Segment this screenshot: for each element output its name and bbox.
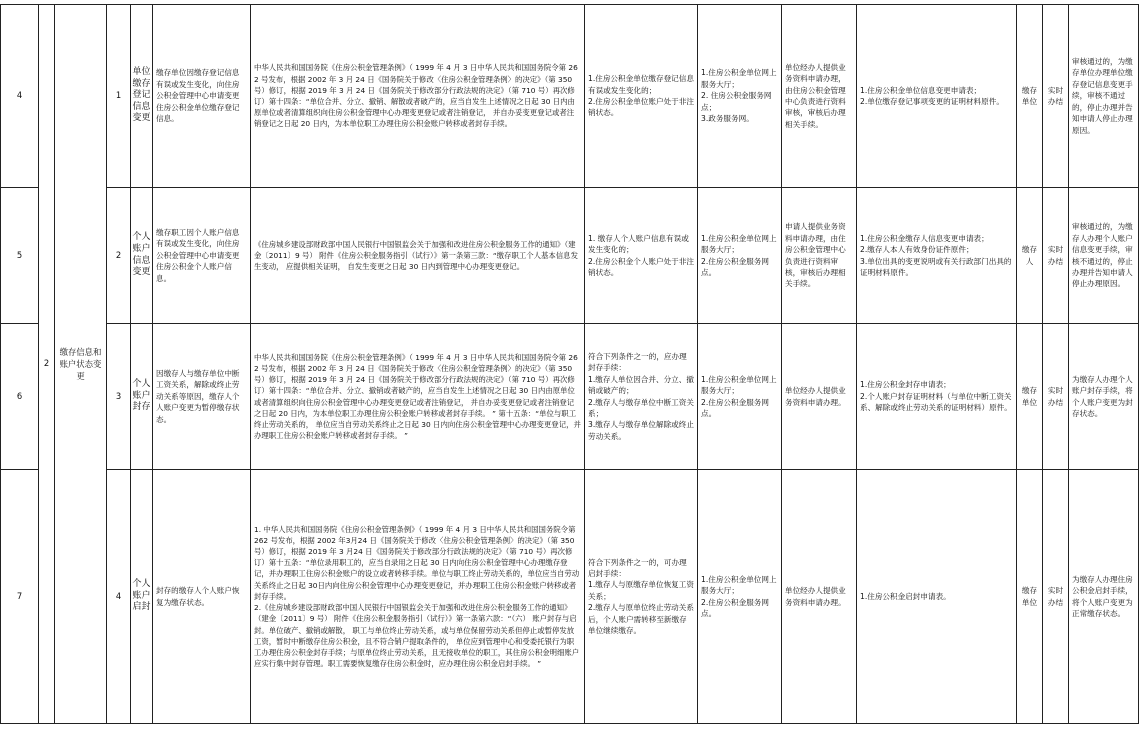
materials-cell [857, 188, 1017, 324]
channels-text: 1.住房公积金单位网上服务大厅； 2.住房公积金服务网点。 [701, 233, 777, 277]
time-limit-cell: 实时办结 [1043, 324, 1069, 470]
item-name: 个人账户启封 [131, 470, 153, 724]
materials-cell [857, 5, 1017, 188]
time-limit-cell: 实时办结 [1043, 470, 1069, 724]
result-cell: 审核通过的，为缴存单位办理单位缴存登记信息变更手续，审核不通过的，停止办理并告知申请人停止办理原因。 [1069, 5, 1139, 188]
applicant-cell: 缴存人 [1017, 188, 1043, 324]
result-cell: 为缴存人办理住房公积金启封手续，将个人账户变更为正常缴存状态。 [1069, 470, 1139, 724]
applicant-cell: 缴存单位 [1017, 5, 1043, 188]
channels-cell [698, 470, 782, 724]
applicant-cell: 缴存单位 [1017, 470, 1043, 724]
table-row [1, 324, 1139, 470]
row-number: 5 [1, 188, 39, 324]
time-limit-cell: 实时办结 [1043, 5, 1069, 188]
item-name: 单位缴存登记信息变更 [131, 5, 153, 188]
legal-basis-cell: 《住房城乡建设部财政部中国人民银行中国银监会关于加强和改进住房公积金服务工作的通知》（建金〔2011〕9 号） 附件《住房公积金服务指引（试行）》第一条第三款：“缴存职工个人基本信息发生变动， 应提供相关证明， 自发生变更之日起 30 日内到管理中心办理变更登记。 [251, 188, 585, 324]
item-name: 个人账户封存 [131, 324, 153, 470]
situation-cell: 因缴存人与缴存单位中断工资关系，解除或终止劳动关系等原因，缴存人个人账户变更为暂停缴存状态。 [153, 324, 251, 470]
conditions-text: 符合下列条件之一的，可办理启封手续： 1.缴存人与原缴存单位恢复工资关系； 2.缴存人与原单位终止劳动关系后，个人账户需转移至新缴存单位继续缴存。 [588, 557, 694, 636]
channels-cell [698, 324, 782, 470]
materials-cell [857, 470, 1017, 724]
legal-basis-text: 1. 中华人民共和国国务院《住房公积金管理条例》（ 1999 年 4 月 3 日中华人民共和国国务院令第 262 号发布，根据 2002 年3月24 日《国务院关于修改〈住房公积金管理条例〉的决定》（第 350 号）修订，根据 2019 年 3 月24 日《国务院关于修改部分行政法规的决定》（第 710 号）再次修订）第十五条：“单位录用职工的，应当自录用之日起 30 日内向住房公积金管理中心办理缴存登记，并办理职工住房公积金账户的设立或者转移手续。单位与职工终止劳动关系的，单位应当自劳动关系终止之日起 30日内向住房公积金管理中心办理变更登记，并办理职工住房公积金账户转移或者封存手续。 2.《住房城乡建设部财政部中国人民银行中国银监会关于加强和改进住房公积金服务工作的通知》（建金〔2011〕9 号） 附件《住房公积金服务指引（试行）》第一条第六款：“（六） 账户封存与启封。单位破产、撤销或解散， 职工与单位终止劳动关系，或与单位保留劳动关系但停止或暂停发放工资，暂时中断缴存住房公积金，且不符合销户提取条件的， 单位应到管理中心和受委托银行为职工办理住房公积金封存手续；与原单位终止劳动关系，且无接收单位的职工，其住房公积金明细账户应实行集中封存管理。职工需要恢复缴存住房公积金时，应办理住房公积金启封手续。 ” [254, 524, 580, 669]
item-name: 个人账户信息变更 [131, 188, 153, 324]
process-cell: 单位经办人提供业务资料申请办理。 [782, 470, 857, 724]
row-number: 6 [1, 324, 39, 470]
conditions-text: 1. 缴存人个人账户信息有误或发生变化的； 2.住房公积金个人账户处于非注销状态。 [588, 233, 694, 277]
sub-number: 2 [107, 188, 131, 324]
legal-basis-cell: 中华人民共和国国务院《住房公积金管理条例》（ 1999 年 4 月 3 日中华人民共和国国务院令第 262 号发布，根据 2002 年 3 月 24 日《国务院关于修改〈住房公积金管理条例〉的决定》（第 350 号）修订，根据 2019 年 3 月 24 日《国务院关于修改部分行政法规的决定》（第 710 号）再次修订）第十四条：“单位合并、分立、撤销或者破产的，应当自发生上述情况之日起 30 日内由原单位或者清算组织向住房公积金管理中心办理变更登记或者注销登记， 并自办妥变更登记或者注销登记之日起 20 日内，为本单位职工办理住房公积金账户转移或者封存手续。 ” 第十五条：“单位与职工终止劳动关系的， 单位应当自劳动关系终止之日起 30 日内向住房公积金管理中心办理变更登记，并办理职工住房公积金账户转移或者封存手续。 ” [251, 324, 585, 470]
situation-cell: 封存的缴存人个人账户恢复为缴存状态。 [153, 470, 251, 724]
legal-basis-cell [251, 470, 585, 724]
channels-text: 1.住房公积金单位网上服务大厅； 2. 住房公积金服务网点； 3.政务服务网。 [701, 68, 777, 124]
channels-text: 1.住房公积金单位网上服务大厅； 2.住房公积金服务网点。 [701, 374, 777, 418]
channels-text: 1.住房公积金单位网上服务大厅； 2.住房公积金服务网点。 [701, 574, 777, 618]
materials-text: 1.住房公积金单位信息变更申请表； 2.单位缴存登记事项变更的证明材料原件。 [860, 85, 1004, 106]
category-name: 缴存信息和账户状态变更 [55, 5, 107, 724]
sub-number: 3 [107, 324, 131, 470]
legal-basis-cell: 中华人民共和国国务院《住房公积金管理条例》（ 1999 年 4 月 3 日中华人民共和国国务院令第 262 号发布，根据 2002 年 3 月 24 日《国务院关于修改〈住房公积金管理条例〉的决定》（第 350 号）修订，根据 2019 年 3 月 24 日《国务院关于修改部分行政法规的决定》（第 710 号）再次修订）第十四条：“单位合并、分立、撤销、解散或者破产的，应当自发生上述情况之日起 30 日内由原单位或者清算组织向住房公积金管理中心办理变更登记或者注销登记， 并自办妥变更登记或者注销登记之日起 20 日内，为本单位职工办理住房公积金账户转移或者封存手续。 [251, 5, 585, 188]
table-row [1, 470, 1139, 724]
channels-cell [698, 5, 782, 188]
conditions-cell [585, 5, 698, 188]
conditions-text: 1.住房公积金单位缴存登记信息有误或发生变化的； 2.住房公积金单位账户处于非注销状态。 [588, 74, 694, 118]
result-cell: 为缴存人办理个人账户封存手续，将个人账户变更为封存状态。 [1069, 324, 1139, 470]
materials-text: 1.住房公积金缴存人信息变更申请表； 2.缴存人本人有效身份证件原件； 3.单位出具的变更说明或有关行政部门出具的证明材料原件。 [860, 233, 1012, 277]
process-cell: 单位经办人提供业务资料申请办理。 [782, 324, 857, 470]
conditions-cell [585, 324, 698, 470]
conditions-cell [585, 470, 698, 724]
service-items-table [0, 4, 1139, 724]
process-cell: 申请人提供业务资料申请办理，由住房公积金管理中心负责进行资料审核，审核后办理相关手续。 [782, 188, 857, 324]
row-number: 7 [1, 470, 39, 724]
row-number: 4 [1, 5, 39, 188]
conditions-text: 符合下列条件之一的，应办理封存手续： 1.缴存人单位因合并、分立、撤销或破产的； 2.缴存人与缴存单位中断工资关系； 3.缴存人与缴存单位解除或终止劳动关系。 [588, 351, 694, 441]
sub-number: 4 [107, 470, 131, 724]
conditions-cell [585, 188, 698, 324]
materials-text: 1.住房公积金启封申请表。 [860, 591, 951, 601]
sub-number: 1 [107, 5, 131, 188]
category-seq: 2 [39, 5, 55, 724]
materials-text: 1.住房公积金封存申请表； 2.个人账户封存证明材料（与单位中断工资关系、解除或终止劳动关系的证明材料）原件。 [860, 380, 1012, 413]
time-limit-cell: 实时办结 [1043, 188, 1069, 324]
materials-cell [857, 324, 1017, 470]
situation-cell: 缴存单位因缴存登记信息有误或发生变化，向住房公积金管理中心申请变更住房公积金单位缴存登记信息。 [153, 5, 251, 188]
process-cell: 单位经办人提供业务资料申请办理，由住房公积金管理中心负责进行资料审核，审核后办理相关手续。 [782, 5, 857, 188]
table-row [1, 188, 1139, 324]
result-cell: 审核通过的，为缴存人办理个人账户信息变更手续，审核不通过的，停止办理并告知申请人停止办理原因。 [1069, 188, 1139, 324]
channels-cell [698, 188, 782, 324]
applicant-cell: 缴存单位 [1017, 324, 1043, 470]
table-row [1, 5, 1139, 188]
situation-cell: 缴存职工因个人账户信息有误或发生变化，向住房公积金管理中心申请变更住房公积金个人账户信息。 [153, 188, 251, 324]
